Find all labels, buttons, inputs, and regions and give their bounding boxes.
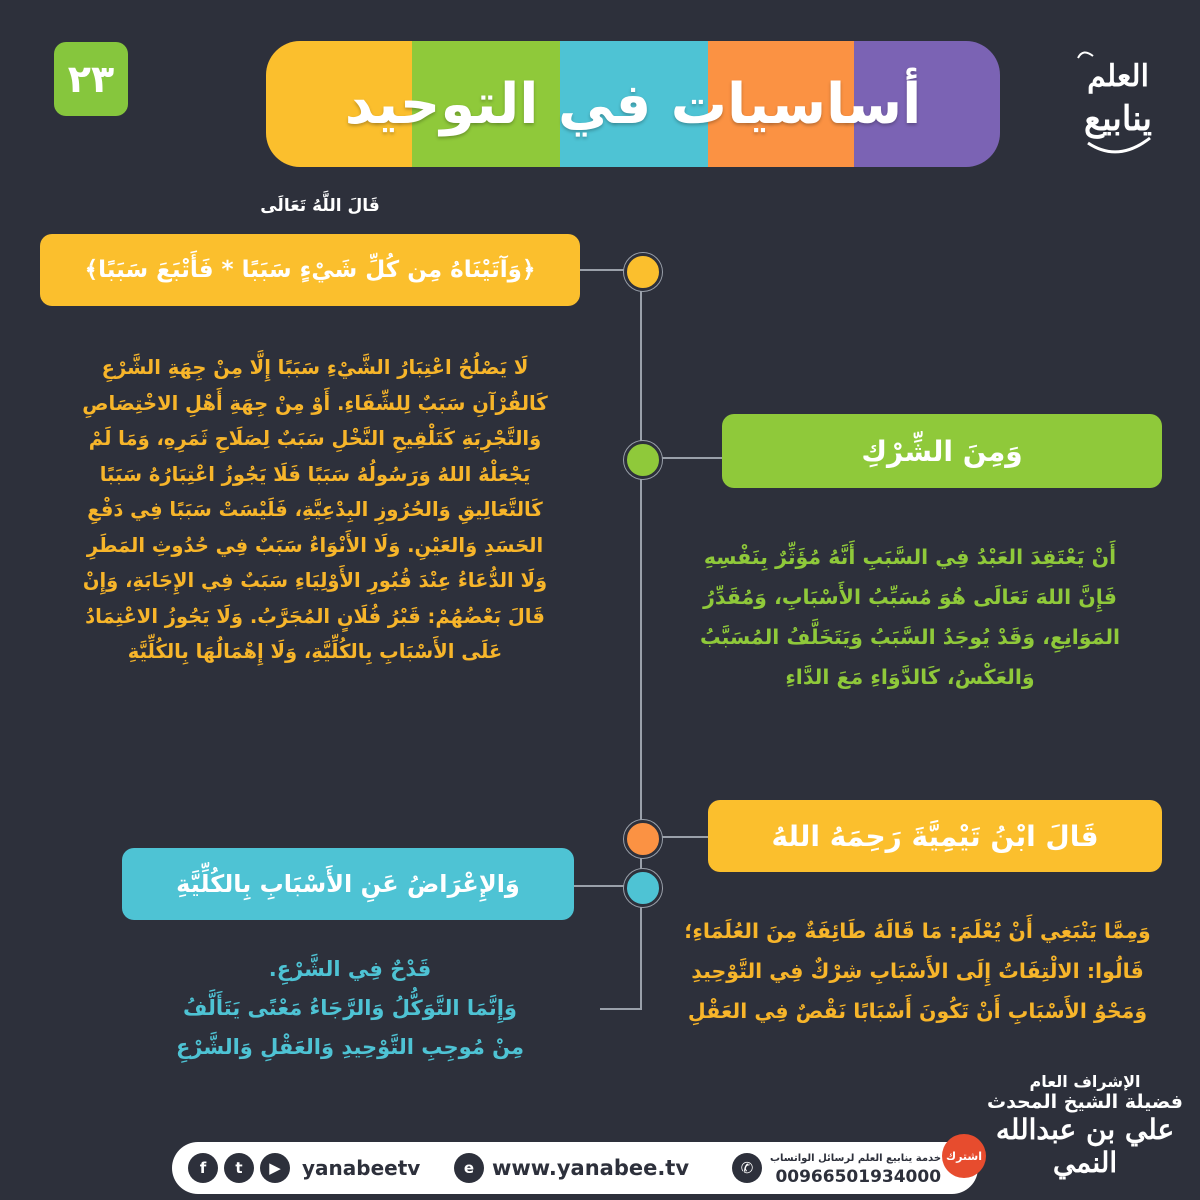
paragraph-line: كَالقُرْآنِ سَبَبٌ لِلشِّفَاءِ. أَوْ مِنْ جِهَةِ أَهْلِ الاخْتِصَاصِ <box>82 391 548 415</box>
yanabee-logo <box>1058 38 1178 173</box>
whatsapp-icon: ✆ <box>732 1153 762 1183</box>
signature-name: علي بن عبدالله النمي <box>995 1113 1175 1179</box>
causes-paragraph <box>30 350 600 670</box>
website-url[interactable]: www.yanabee.tv <box>492 1156 690 1180</box>
paragraph-line: يَجْعَلْهُ اللهُ وَرَسُولُهُ سَبَبًا فَلَا يَجُوزُ اعْتِبَارُهُ سَبَبًا <box>99 462 531 486</box>
episode-number-badge <box>54 42 128 116</box>
globe-icon: e <box>454 1153 484 1183</box>
paragraph-line: كَالتَّعَالِيقِ وَالحُرُوزِ البِدْعِيَّةِ، فَلَيْسَتْ سَبَبًا فِي دَفْعِ <box>87 498 543 521</box>
paragraph-line: وَمَحْوُ الأَسْبَابِ أَنْ تَكُونَ أَسْبَابًا نَقْصٌ فِي العَقْلِ <box>687 999 1148 1023</box>
signature-role: الإشراف العام <box>1029 1072 1141 1091</box>
shirk-paragraph <box>650 537 1170 697</box>
social-handle[interactable]: yanabeetv <box>302 1156 421 1180</box>
connector-bottom <box>600 1008 642 1010</box>
logo-text-top: العلم <box>1087 59 1149 94</box>
paragraph-line: الحَسَدِ وَالعَيْنِ. وَلَا الأَنْوَاءُ سَبَبٌ فِي حُدُوثِ المَطَرِ <box>86 533 544 557</box>
timeline-dot-cyan <box>624 869 662 907</box>
paragraph-line: فَإِنَّ اللهَ تَعَالَى هُوَ مُسَبِّبُ الأَسْبَابِ، وَمُقَدِّرُ <box>703 585 1117 609</box>
paragraph-line: وَالتَّجْرِبَةِ كَتَلْقِيحِ النَّخْلِ سَبَبٌ لِصَلَاحِ ثَمَرِهِ، وَمَا لَمْ <box>88 427 542 450</box>
iraad-heading: وَالإِعْرَاضُ عَنِ الأَسْبَابِ بِالكُلِّيَّةِ <box>176 870 520 898</box>
paragraph-line: عَلَى الأَسْبَابِ بِالكُلِّيَّةِ، وَلَا إِهْمَالُهَا بِالكُلِّيَّةِ <box>127 640 503 663</box>
paragraph-line: وَمِمَّا يَنْبَغِي أَنْ يُعْلَمَ: مَا قَالَهُ طَائِفَةٌ مِنَ العُلَمَاءِ؛ <box>684 919 1151 943</box>
paragraph-line: وَالعَكْسُ، كَالدَّوَاءِ مَعَ الدَّاءِ <box>785 665 1035 689</box>
quran-verse-box <box>40 234 580 306</box>
paragraph-line: المَوَانِعِ، وَقَدْ يُوجَدُ السَّبَبُ وَيَتَخَلَّفُ المُسَبَّبُ <box>699 625 1121 649</box>
paragraph-line: أَنْ يَعْتَقِدَ العَبْدُ فِي السَّبَبِ أَنَّهُ مُؤَثِّرٌ بِنَفْسِهِ <box>703 545 1117 569</box>
ibn-taymiyyah-heading: قَالَ ابْنُ تَيْمِيَّةَ رَحِمَهُ اللهُ <box>771 819 1099 853</box>
logo-text-bottom: ينابيع <box>1084 99 1152 139</box>
ibn-taymiyyah-heading-box <box>708 800 1162 872</box>
whatsapp-service[interactable] <box>732 1142 941 1194</box>
shirk-heading-box <box>722 414 1162 488</box>
iraad-paragraph <box>150 950 550 1067</box>
paragraph-line: وَلَا الدُّعَاءُ عِنْدَ قُبُورِ الأَوْلِيَاءِ سَبَبٌ فِي الإِجَابَةِ، وَإِنْ <box>82 569 548 592</box>
paragraph-line: وَإِنَّمَا التَّوَكُّلُ وَالرَّجَاءُ مَعْنًى يَتَأَلَّفُ <box>183 996 517 1020</box>
whatsapp-number[interactable]: 00966501934000 <box>775 1167 942 1187</box>
iraad-heading-box <box>122 848 574 920</box>
twitter-icon[interactable]: t <box>224 1153 254 1183</box>
subscribe-label: اشترك <box>945 1149 982 1163</box>
timeline-dot-yellow <box>624 253 662 291</box>
social-links <box>188 1142 420 1194</box>
episode-number: ٢٣ <box>67 57 115 101</box>
timeline-dot-green <box>624 441 662 479</box>
youtube-icon[interactable]: ▶ <box>260 1153 290 1183</box>
quran-verse: ﴿وَآتَيْنَاهُ مِن كُلِّ شَيْءٍ سَبَبًا * فَأَتْبَعَ سَبَبًا﴾ <box>84 257 536 283</box>
timeline-dot-orange <box>624 820 662 858</box>
quran-label: قَالَ اللَّهُ تَعَالَى <box>260 196 380 216</box>
paragraph-line: قَالَ بَعْضُهُمْ: قَبْرُ فُلَانٍ المُجَرَّبُ. وَلَا يَجُوزُ الاعْتِمَادُ <box>85 604 545 628</box>
signature-block <box>980 1072 1190 1192</box>
shirk-heading: وَمِنَ الشِّرْكِ <box>861 434 1023 468</box>
facebook-icon[interactable]: f <box>188 1153 218 1183</box>
paragraph-line: مِنْ مُوجِبِ التَّوْحِيدِ وَالعَقْلِ وَالشَّرْعِ <box>175 1035 525 1059</box>
paragraph-line: قَالُوا: الالْتِفَاتُ إِلَى الأَسْبَابِ شِرْكٌ فِي التَّوْحِيدِ <box>691 959 1144 983</box>
website-link[interactable] <box>454 1142 689 1194</box>
logo-calligraphy-icon <box>1058 38 1178 173</box>
signature-title: فضيلة الشيخ المحدث <box>986 1091 1183 1113</box>
whatsapp-caption: خدمة ينابيع العلم لرسائل الواتساب <box>770 1153 942 1164</box>
footer-bar <box>172 1142 978 1194</box>
paragraph-line: قَدْحٌ فِي الشَّرْعِ. <box>268 957 432 981</box>
ibn-taymiyyah-paragraph <box>650 911 1185 1031</box>
paragraph-line: لَا يَصْلُحُ اعْتِبَارُ الشَّيْءِ سَبَبًا إِلَّا مِنْ جِهَةِ الشَّرْعِ <box>101 356 529 379</box>
page-title: أساسيات في التوحيد <box>344 71 922 137</box>
